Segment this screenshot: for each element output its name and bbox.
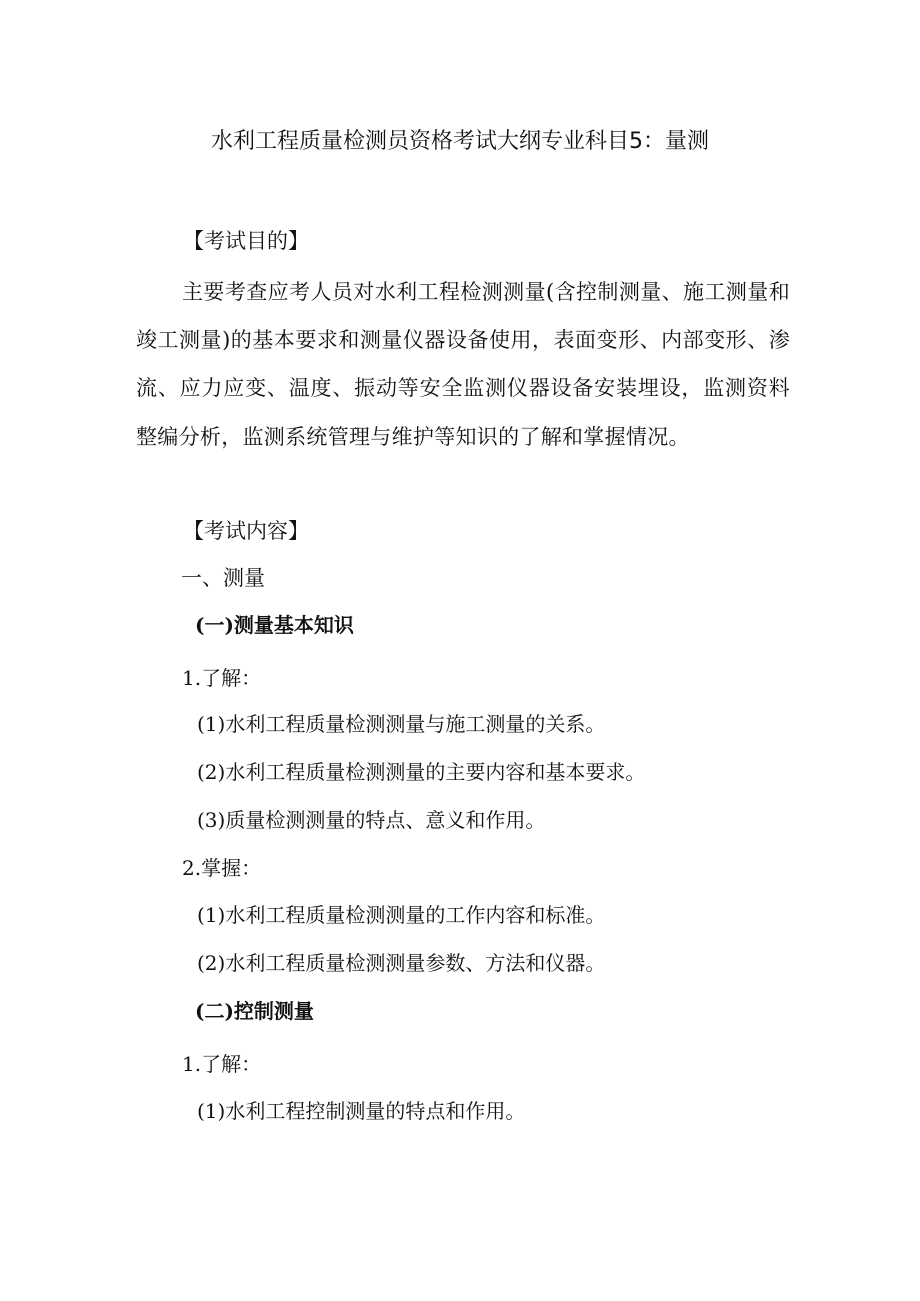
subsection-heading: (一)测量基本知识 <box>195 613 354 637</box>
list-item: (2)水利工程质量检测测量的主要内容和基本要求。 <box>197 760 646 784</box>
purpose-paragraph: 主要考查应考人员对水利工程检测测量(含控制测量、施工测量和竣工测量)的基本要求和测量仪器设备使用，表面变形、内部变形、渗流、应力应变、温度、振动等安全监测仪器设备安装埋设，监测资料整编分析，监测系统管理与维护等知识的了解和掌握情况。 <box>136 280 790 449</box>
part-heading: 一、测量 <box>181 566 265 590</box>
list-item-label: 1.了解： <box>182 1052 262 1076</box>
list-item: (1)水利工程质量检测测量的工作内容和标准。 <box>197 903 606 927</box>
section-heading-content: 【考试内容】 <box>183 519 309 543</box>
list-item: (1)水利工程质量检测测量与施工测量的关系。 <box>197 712 606 736</box>
list-item: (3)质量检测测量的特点、意义和作用。 <box>197 808 546 832</box>
subsection-heading: (二)控制测量 <box>195 999 314 1023</box>
list-item-label: 1.了解： <box>182 666 262 690</box>
list-item: (2)水利工程质量检测测量参数、方法和仪器。 <box>197 951 606 975</box>
list-item: (1)水利工程控制测量的特点和作用。 <box>197 1099 526 1123</box>
section-heading-purpose: 【考试目的】 <box>183 229 309 253</box>
document-title: 水利工程质量检测员资格考试大纲专业科目5：量测 <box>211 129 709 154</box>
list-item-label: 2.掌握： <box>182 856 262 880</box>
